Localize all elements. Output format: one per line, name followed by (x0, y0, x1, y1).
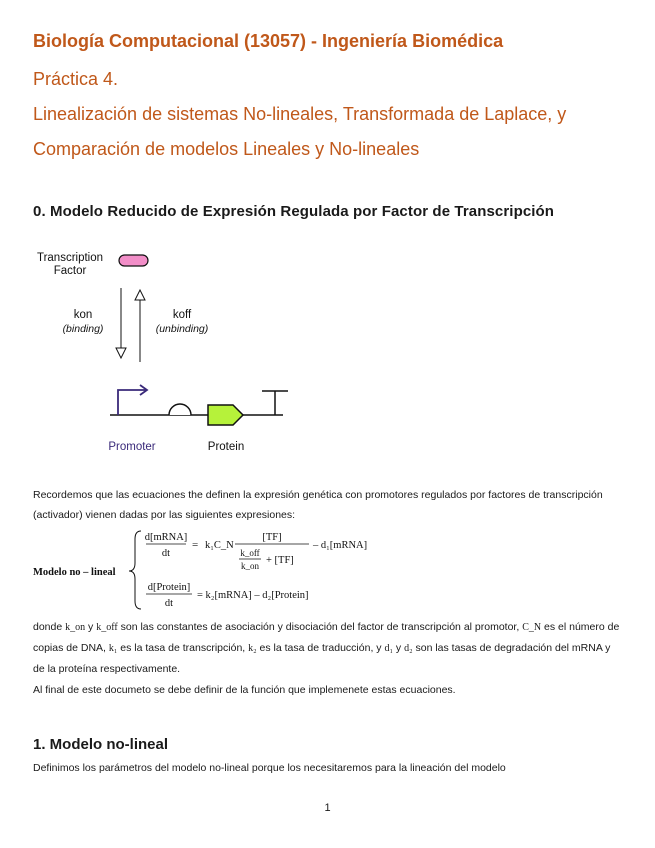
kon-sublabel: (binding) (62, 323, 104, 335)
practice-subtitle-line1: Linealización de sistemas No-lineales, Transformada de Laplace, y (33, 104, 567, 124)
params-desc-a: son las constantes de asociación y disociación del factor de transcripción al promotor, (120, 621, 520, 633)
eq1-lhs-num: d[mRNA] (144, 532, 188, 543)
gene-regulation-diagram (25, 240, 325, 460)
param-d1: d₁ (384, 643, 393, 654)
down-arrow (116, 288, 126, 358)
equation-brace (129, 531, 141, 609)
promoter-arrow (118, 385, 147, 415)
eq2-rhs: = k₂[mRNA] – d₂[Protein] (197, 590, 309, 601)
section0-heading: 0. Modelo Reducido de Expresión Regulada por Factor de Transcripción (33, 203, 555, 220)
promoter-label: Promoter (108, 441, 156, 453)
params-donde: donde (33, 621, 63, 633)
eq1-lhs-den: dt (161, 548, 171, 559)
params-desc-f: son las tasas de degradación del mRNA y de la proteína respectivamente. (33, 642, 611, 675)
eq1-frac-num: [TF] (262, 532, 282, 543)
param-kon: k_on (65, 622, 86, 633)
param-cn: C_N (522, 622, 542, 633)
nonlinear-model-equations (33, 527, 453, 611)
params-desc-e: y (395, 642, 402, 654)
koff-sublabel: (unbinding) (155, 323, 209, 335)
section1-heading: 1. Modelo no-lineal (33, 736, 169, 753)
course-title: Biología Computacional (13057) - Ingeniería Biomédica (33, 31, 504, 51)
protein-label: Protein (207, 441, 245, 453)
up-arrow (135, 290, 145, 362)
param-k2: k₂ (248, 643, 257, 654)
page-number: 1 (324, 802, 331, 814)
eq1-inner-num: k_off (240, 548, 260, 558)
terminator-shape (262, 391, 288, 415)
parameters-paragraph (33, 617, 623, 679)
param-d2: d₂ (404, 643, 413, 654)
transcription-factor-shape (119, 255, 148, 266)
params-desc-c: es la tasa de transcripción, (120, 642, 246, 654)
params-desc-d: es la tasa de traducción, y (259, 642, 382, 654)
practice-number: Práctica 4. (33, 69, 119, 89)
param-k1: k₁ (108, 643, 118, 654)
eq2-lhs-num: d[Protein] (147, 582, 191, 593)
eq1-coefficient: k₁C_N (205, 540, 234, 551)
eq1-equals: = (192, 539, 199, 551)
intro-paragraph: Recordemos que las ecuaciones the definen la expresión genética con promotores regulados por factores de transcripción (activador) vienen dadas por las siguientes expresiones: (33, 489, 603, 521)
model-label: Modelo no – lineal (33, 567, 116, 578)
param-koff: k_off (96, 622, 118, 633)
practice-subtitle-line2: Comparación de modelos Lineales y No-lineales (33, 139, 420, 159)
final-note-paragraph: Al final de este documeto se debe definir de la función que implemenete estas ecuaciones. (33, 684, 456, 696)
eq1-plus-tf: + [TF] (266, 555, 294, 566)
kon-label: kon (73, 309, 93, 321)
eq1-inner-den: k_on (241, 561, 259, 571)
protein-coding-shape (208, 405, 243, 425)
params-desc-b: es el número de copias de DNA, (33, 621, 620, 654)
koff-label: koff (172, 309, 192, 321)
params-y: y (88, 621, 94, 633)
section1-paragraph: Definimos los parámetros del modelo no-lineal porque los necesitaremos para la lineación del modelo (33, 762, 506, 774)
tf-label-line2: Factor (53, 265, 87, 277)
eq1-degradation: – d₁[mRNA] (313, 540, 368, 551)
rbs-shape (169, 404, 191, 415)
eq2-lhs-den: dt (164, 598, 174, 609)
tf-label-line1: Transcription (36, 252, 104, 264)
